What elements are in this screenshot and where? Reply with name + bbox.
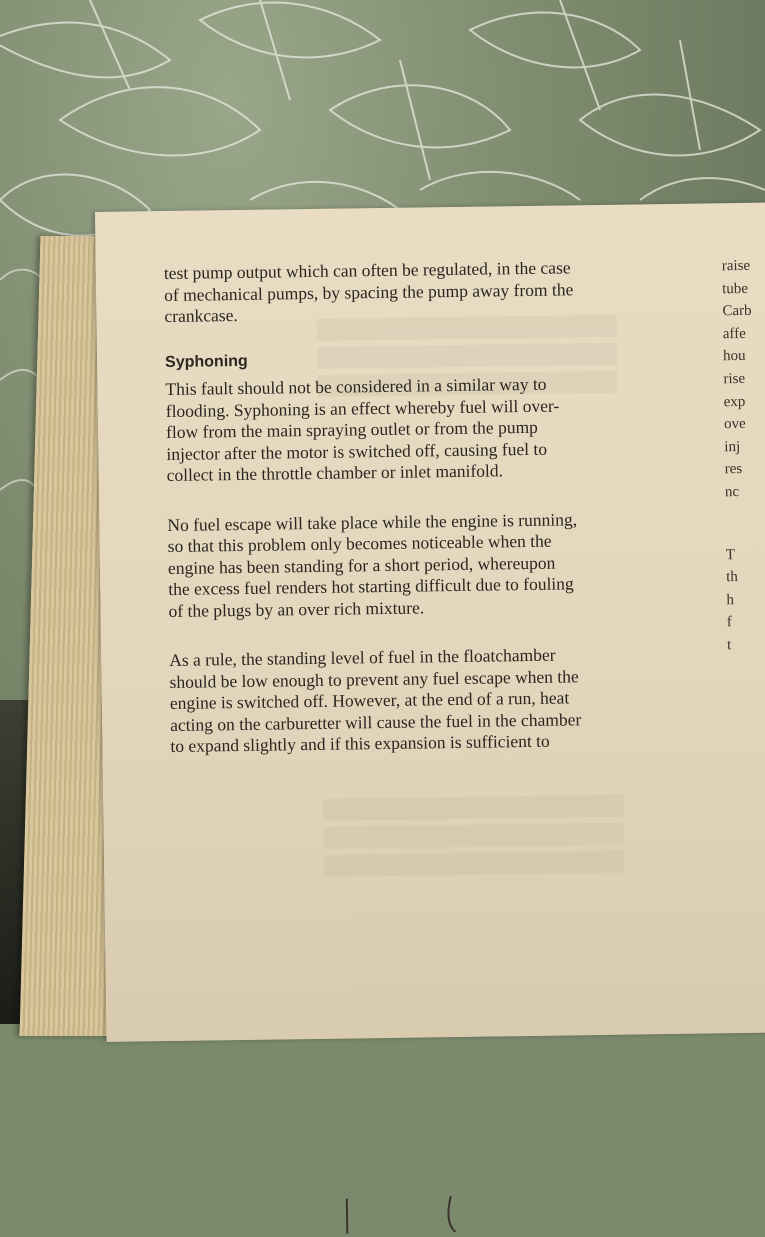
fragment: th bbox=[726, 569, 738, 586]
fragment: tube bbox=[722, 280, 749, 297]
fragment: nc bbox=[724, 483, 740, 501]
fragment: hou bbox=[722, 348, 746, 365]
pencil-marks bbox=[339, 1192, 460, 1234]
fragment: h bbox=[726, 591, 735, 608]
fragment: raise bbox=[721, 257, 751, 275]
show-through-text-lower bbox=[323, 795, 624, 877]
fragment: exp bbox=[723, 393, 746, 410]
paragraph-standing-level: As a rule, the standing level of fuel in the floatchamber should be low enough to prevent any fuel escape when the engine is switched off. However, at the end of a run, heat acting on the carburetter will cause the fuel in the chamber to expand slightly and if this expansion is sufficient to bbox=[169, 644, 582, 756]
section-heading-syphoning: Syphoning bbox=[164, 352, 248, 371]
paragraph-syphoning-definition: This fault should not be considered in a similar way to flooding. Syphoning is an effect whereby fuel will over- flow from the main spraying outlet or from the pump injector after the motor is switched off, causing fuel to collect in the throttle chamber or inlet manifold. bbox=[165, 373, 560, 486]
main-text-column bbox=[164, 256, 711, 786]
fragment: rise bbox=[723, 370, 746, 388]
fragment: t bbox=[726, 637, 732, 654]
fragment: Carb bbox=[722, 303, 752, 320]
fragment: affe bbox=[722, 325, 746, 343]
paragraph-no-fuel-escape: No fuel escape will take place while the engine is running, so that this problem only becomes noticeable when the engine has been standing for a short period, whereupon the excess fuel renders hot starting difficult due to fouling of the plugs by an over rich mixture. bbox=[167, 508, 578, 621]
fragment: ove bbox=[723, 416, 746, 433]
fragment: T bbox=[725, 546, 736, 563]
cut-off-next-column bbox=[722, 254, 765, 656]
fragment: res bbox=[724, 461, 743, 478]
book-page bbox=[95, 202, 765, 1042]
paragraph-pump-output: test pump output which can often be regulated, in the case of mechanical pumps, by spacing the pump away from the crankcase. bbox=[163, 257, 574, 327]
fragment: f bbox=[726, 614, 732, 631]
fragment: inj bbox=[724, 438, 741, 455]
